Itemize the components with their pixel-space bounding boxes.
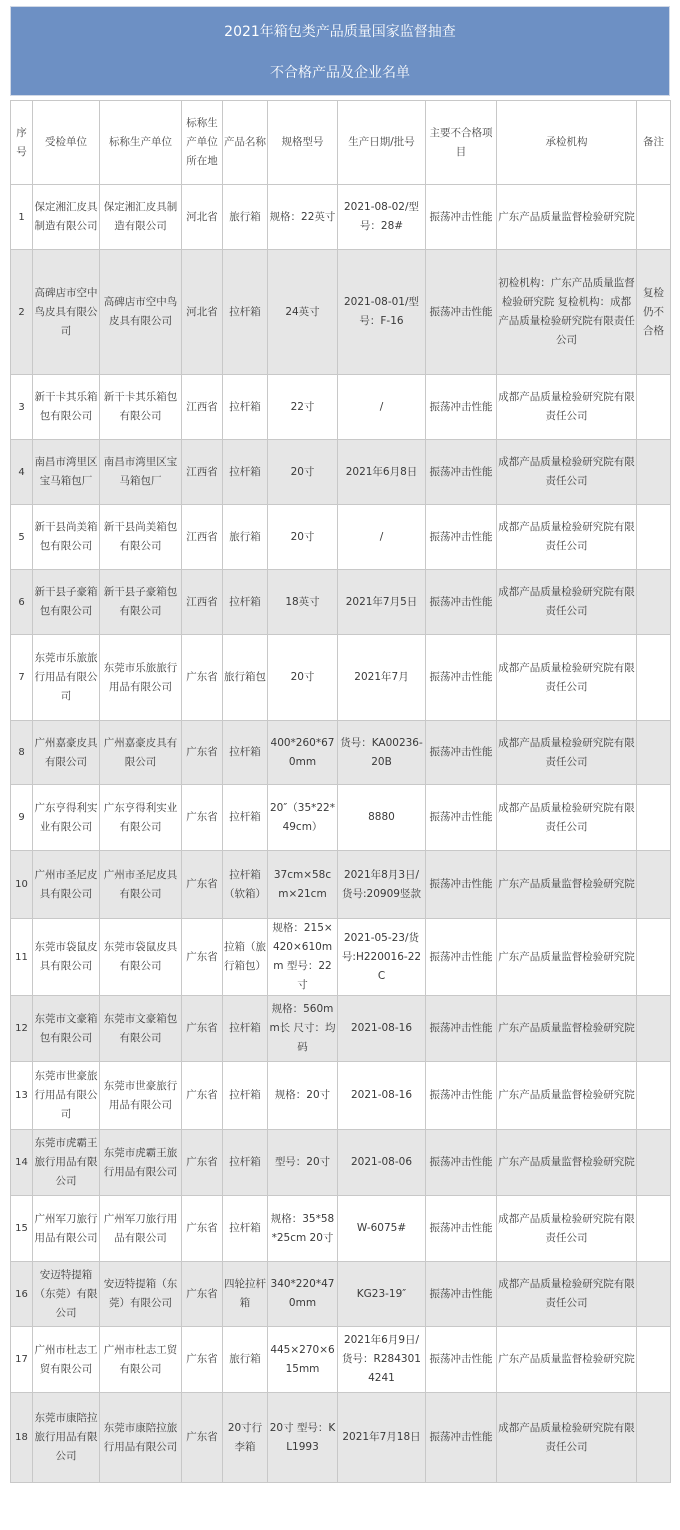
table-row [11,1327,671,1393]
cell-lab: 成都产品质量检验研究院有限责任公司 [497,440,637,505]
cell-location: 广东省 [182,1393,223,1483]
cell-no: 5 [11,505,33,570]
cell-note [637,785,671,851]
table-row [11,851,671,919]
cell-maker: 南昌市湾里区宝马箱包厂 [100,440,182,505]
cell-maker: 广州市杜志工贸有限公司 [100,1327,182,1393]
cell-maker: 保定湘汇皮具制造有限公司 [100,185,182,250]
cell-date: W-6075# [338,1196,426,1262]
cell-spec: 445×270×615mm [268,1327,338,1393]
cell-note [637,570,671,635]
table-body [11,185,671,1483]
cell-note [637,375,671,440]
cell-location: 江西省 [182,570,223,635]
cell-issue: 振荡冲击性能 [426,1393,497,1483]
title-banner [10,6,670,96]
column-header-maker: 标称生产单位 [100,101,182,185]
cell-lab: 广东产品质量监督检验研究院 [497,996,637,1062]
cell-maker: 东莞市康陪拉旅行用品有限公司 [100,1393,182,1483]
cell-location: 广东省 [182,996,223,1062]
cell-location: 广东省 [182,919,223,996]
cell-location: 广东省 [182,1130,223,1196]
cell-note [637,440,671,505]
cell-product: 拉杆箱 [223,250,268,375]
cell-maker: 安迈特提箱（东莞）有限公司 [100,1262,182,1327]
cell-location: 广东省 [182,785,223,851]
table-row [11,1062,671,1130]
cell-no: 12 [11,996,33,1062]
table-row [11,570,671,635]
cell-date: 2021-08-02/型号：28# [338,185,426,250]
cell-spec: 20寸 型号：KL1993 [268,1393,338,1483]
cell-lab: 成都产品质量检验研究院有限责任公司 [497,505,637,570]
cell-spec: 规格：215×420×610mm 型号：22寸 [268,919,338,996]
cell-spec: 20寸 [268,505,338,570]
cell-date: 2021年8月3日/货号:20909竖款 [338,851,426,919]
cell-location: 广东省 [182,1196,223,1262]
cell-unit: 广州嘉豪皮具有限公司 [33,721,100,785]
cell-unit: 东莞市世豪旅行用品有限公司 [33,1062,100,1130]
cell-date: 2021年7月18日 [338,1393,426,1483]
cell-no: 17 [11,1327,33,1393]
cell-date: 2021-08-06 [338,1130,426,1196]
cell-product: 20寸行李箱 [223,1393,268,1483]
cell-lab: 初检机构：广东产品质量监督检验研究院 复检机构：成都产品质量检验研究院有限责任公司 [497,250,637,375]
table-header-row [11,101,671,185]
cell-maker: 东莞市袋鼠皮具有限公司 [100,919,182,996]
cell-location: 广东省 [182,635,223,721]
page-subtitle: 不合格产品及企业名单 [270,65,410,81]
cell-date: 2021年6月8日 [338,440,426,505]
cell-lab: 成都产品质量检验研究院有限责任公司 [497,785,637,851]
table-row [11,1262,671,1327]
cell-issue: 振荡冲击性能 [426,635,497,721]
cell-product: 拉杆箱 [223,1130,268,1196]
column-header-unit: 受检单位 [33,101,100,185]
cell-lab: 广东产品质量监督检验研究院 [497,1130,637,1196]
cell-unit: 广州市杜志工贸有限公司 [33,1327,100,1393]
cell-maker: 东莞市乐旅旅行用品有限公司 [100,635,182,721]
cell-product: 拉杆箱 [223,1196,268,1262]
cell-note [637,1196,671,1262]
cell-issue: 振荡冲击性能 [426,570,497,635]
cell-maker: 东莞市虎霸王旅行用品有限公司 [100,1130,182,1196]
cell-note [637,635,671,721]
cell-issue: 振荡冲击性能 [426,375,497,440]
cell-maker: 新干县尚美箱包有限公司 [100,505,182,570]
column-header-note: 备注 [637,101,671,185]
cell-note [637,505,671,570]
cell-product: 拉杆箱 [223,996,268,1062]
cell-location: 河北省 [182,185,223,250]
cell-product: 拉杆箱 [223,1062,268,1130]
column-header-product: 产品名称 [223,101,268,185]
cell-no: 13 [11,1062,33,1130]
cell-lab: 广东产品质量监督检验研究院 [497,1327,637,1393]
cell-maker: 新干卡其乐箱包有限公司 [100,375,182,440]
cell-date: 2021-05-23/货号:H220016-22C [338,919,426,996]
cell-unit: 广州市圣尼皮具有限公司 [33,851,100,919]
cell-lab: 广东产品质量监督检验研究院 [497,1062,637,1130]
cell-no: 9 [11,785,33,851]
table-row [11,185,671,250]
cell-lab: 成都产品质量检验研究院有限责任公司 [497,1393,637,1483]
cell-unit: 广东亨得利实业有限公司 [33,785,100,851]
cell-unit: 东莞市袋鼠皮具有限公司 [33,919,100,996]
cell-issue: 振荡冲击性能 [426,1130,497,1196]
cell-issue: 振荡冲击性能 [426,996,497,1062]
cell-product: 旅行箱 [223,1327,268,1393]
cell-date: 货号：KA00236-20B [338,721,426,785]
column-header-date: 生产日期/批号 [338,101,426,185]
cell-no: 8 [11,721,33,785]
cell-no: 2 [11,250,33,375]
cell-maker: 东莞市文豪箱包有限公司 [100,996,182,1062]
cell-issue: 振荡冲击性能 [426,1262,497,1327]
cell-lab: 广东产品质量监督检验研究院 [497,185,637,250]
cell-spec: 规格：560mm长 尺寸：均码 [268,996,338,1062]
cell-maker: 高碑店市空中鸟皮具有限公司 [100,250,182,375]
cell-location: 广东省 [182,1062,223,1130]
cell-spec: 20″（35*22*49cm） [268,785,338,851]
cell-lab: 广东产品质量监督检验研究院 [497,851,637,919]
cell-date: 2021年7月5日 [338,570,426,635]
cell-location: 江西省 [182,505,223,570]
cell-product: 拉杆箱 [223,375,268,440]
cell-no: 7 [11,635,33,721]
table-row [11,996,671,1062]
cell-date: 2021年6月9日/货号：R2843014241 [338,1327,426,1393]
cell-location: 江西省 [182,375,223,440]
cell-product: 拉杆箱 [223,440,268,505]
table-row [11,635,671,721]
cell-location: 广东省 [182,721,223,785]
cell-product: 拉箱（旅行箱包） [223,919,268,996]
table-row [11,919,671,996]
cell-spec: 400*260*670mm [268,721,338,785]
cell-note [637,1262,671,1327]
cell-spec: 规格：20寸 [268,1062,338,1130]
cell-no: 18 [11,1393,33,1483]
cell-lab: 成都产品质量检验研究院有限责任公司 [497,570,637,635]
cell-lab: 成都产品质量检验研究院有限责任公司 [497,635,637,721]
column-header-lab: 承检机构 [497,101,637,185]
cell-issue: 振荡冲击性能 [426,721,497,785]
cell-no: 16 [11,1262,33,1327]
column-header-location: 标称生产单位所在地 [182,101,223,185]
cell-unit: 东莞市康陪拉旅行用品有限公司 [33,1393,100,1483]
cell-location: 江西省 [182,440,223,505]
cell-spec: 24英寸 [268,250,338,375]
cell-issue: 振荡冲击性能 [426,785,497,851]
cell-date: 2021年7月 [338,635,426,721]
cell-product: 旅行箱包 [223,635,268,721]
cell-note [637,1327,671,1393]
cell-maker: 广州市圣尼皮具有限公司 [100,851,182,919]
cell-issue: 振荡冲击性能 [426,250,497,375]
cell-spec: 18英寸 [268,570,338,635]
cell-unit: 东莞市虎霸王旅行用品有限公司 [33,1130,100,1196]
cell-unit: 东莞市乐旅旅行用品有限公司 [33,635,100,721]
cell-lab: 成都产品质量检验研究院有限责任公司 [497,375,637,440]
cell-no: 6 [11,570,33,635]
cell-spec: 规格：35*58*25cm 20寸 [268,1196,338,1262]
table-row [11,375,671,440]
cell-spec: 37cm×58cm×21cm [268,851,338,919]
cell-date: / [338,375,426,440]
column-header-issue: 主要不合格项目 [426,101,497,185]
cell-issue: 振荡冲击性能 [426,440,497,505]
cell-issue: 振荡冲击性能 [426,185,497,250]
cell-maker: 新干县子豪箱包有限公司 [100,570,182,635]
cell-note [637,996,671,1062]
cell-spec: 规格：22英寸 [268,185,338,250]
cell-no: 3 [11,375,33,440]
cell-issue: 振荡冲击性能 [426,919,497,996]
cell-location: 广东省 [182,851,223,919]
table-row [11,1130,671,1196]
cell-unit: 东莞市文豪箱包有限公司 [33,996,100,1062]
cell-no: 10 [11,851,33,919]
cell-maker: 广州军刀旅行用品有限公司 [100,1196,182,1262]
column-header-spec: 规格型号 [268,101,338,185]
cell-no: 15 [11,1196,33,1262]
cell-issue: 振荡冲击性能 [426,1062,497,1130]
cell-unit: 高碑店市空中鸟皮具有限公司 [33,250,100,375]
cell-note [637,185,671,250]
cell-product: 拉杆箱（软箱） [223,851,268,919]
cell-unit: 保定湘汇皮具制造有限公司 [33,185,100,250]
table-row [11,785,671,851]
cell-lab: 成都产品质量检验研究院有限责任公司 [497,721,637,785]
cell-date: 2021-08-16 [338,996,426,1062]
cell-unit: 新干卡其乐箱包有限公司 [33,375,100,440]
page-title: 2021年箱包类产品质量国家监督抽查 [224,24,456,40]
cell-product: 拉杆箱 [223,721,268,785]
cell-date: KG23-19″ [338,1262,426,1327]
cell-issue: 振荡冲击性能 [426,851,497,919]
cell-location: 广东省 [182,1327,223,1393]
cell-no: 4 [11,440,33,505]
cell-note [637,721,671,785]
cell-product: 旅行箱 [223,505,268,570]
table-row [11,721,671,785]
cell-unit: 新干县尚美箱包有限公司 [33,505,100,570]
cell-product: 四轮拉杆箱 [223,1262,268,1327]
unqualified-products-table [10,100,671,1483]
cell-issue: 振荡冲击性能 [426,1196,497,1262]
cell-note [637,1130,671,1196]
cell-note [637,1393,671,1483]
table-row [11,1393,671,1483]
cell-spec: 20寸 [268,635,338,721]
cell-spec: 340*220*470mm [268,1262,338,1327]
cell-date: 2021-08-01/型号：F-16 [338,250,426,375]
table-row [11,250,671,375]
table-row [11,1196,671,1262]
cell-product: 旅行箱 [223,185,268,250]
cell-lab: 成都产品质量检验研究院有限责任公司 [497,1262,637,1327]
cell-spec: 20寸 [268,440,338,505]
cell-maker: 广东亨得利实业有限公司 [100,785,182,851]
cell-unit: 新干县子豪箱包有限公司 [33,570,100,635]
cell-date: 2021-08-16 [338,1062,426,1130]
cell-maker: 东莞市世豪旅行用品有限公司 [100,1062,182,1130]
cell-unit: 广州军刀旅行用品有限公司 [33,1196,100,1262]
cell-note [637,1062,671,1130]
cell-note: 复检仍不合格 [637,250,671,375]
cell-no: 1 [11,185,33,250]
cell-date: 8880 [338,785,426,851]
cell-unit: 南昌市湾里区宝马箱包厂 [33,440,100,505]
cell-no: 14 [11,1130,33,1196]
cell-location: 河北省 [182,250,223,375]
cell-location: 广东省 [182,1262,223,1327]
cell-lab: 广东产品质量监督检验研究院 [497,919,637,996]
cell-unit: 安迈特提箱（东莞）有限公司 [33,1262,100,1327]
cell-note [637,851,671,919]
cell-issue: 振荡冲击性能 [426,505,497,570]
column-header-no: 序号 [11,101,33,185]
cell-issue: 振荡冲击性能 [426,1327,497,1393]
cell-no: 11 [11,919,33,996]
cell-product: 拉杆箱 [223,785,268,851]
table-row [11,440,671,505]
cell-note [637,919,671,996]
cell-spec: 型号：20寸 [268,1130,338,1196]
cell-product: 拉杆箱 [223,570,268,635]
cell-spec: 22寸 [268,375,338,440]
table-row [11,505,671,570]
cell-date: / [338,505,426,570]
cell-maker: 广州嘉豪皮具有限公司 [100,721,182,785]
cell-lab: 成都产品质量检验研究院有限责任公司 [497,1196,637,1262]
